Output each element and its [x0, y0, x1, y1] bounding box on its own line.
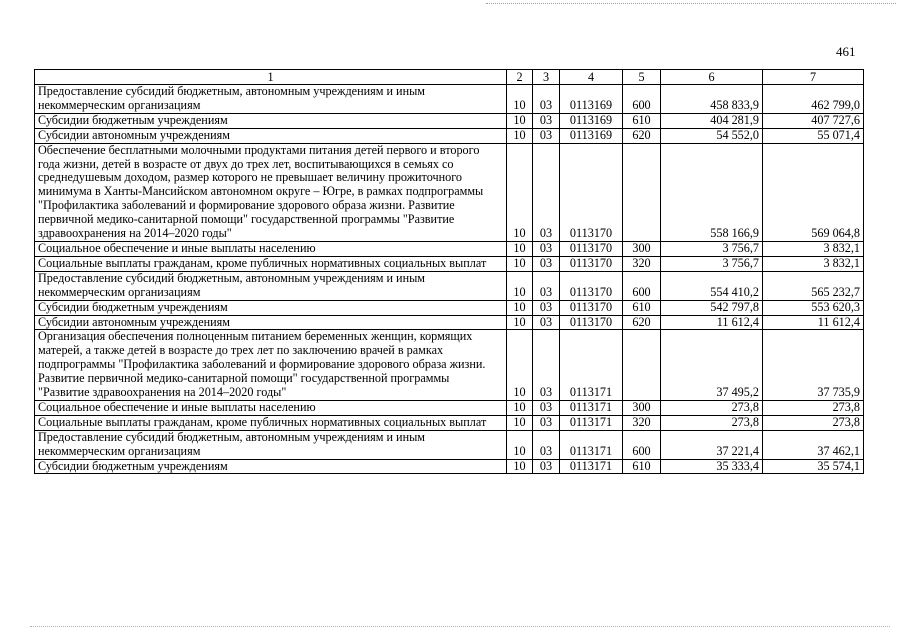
- amount-year-1: 554 410,2: [661, 271, 763, 300]
- amount-year-2: 3 832,1: [763, 256, 864, 271]
- amount-year-1: 3 756,7: [661, 256, 763, 271]
- subsection-code: 03: [533, 459, 560, 474]
- section-code: 10: [507, 113, 533, 128]
- target-article-code: 0113170: [560, 241, 623, 256]
- amount-year-1: 11 612,4: [661, 315, 763, 330]
- expense-type-code: 600: [623, 271, 661, 300]
- amount-year-2: 273,8: [763, 415, 864, 430]
- expense-type-code: 300: [623, 241, 661, 256]
- subsection-code: 03: [533, 256, 560, 271]
- target-article-code: 0113170: [560, 143, 623, 241]
- subsection-code: 03: [533, 300, 560, 315]
- table-row: [35, 330, 864, 401]
- column-header: 1: [35, 70, 507, 85]
- row-description: Субсидии бюджетным учреждениям: [35, 459, 507, 474]
- target-article-code: 0113171: [560, 430, 623, 459]
- subsection-code: 03: [533, 241, 560, 256]
- table-row: [35, 459, 864, 474]
- amount-year-2: 565 232,7: [763, 271, 864, 300]
- row-description: Субсидии автономным учреждениям: [35, 315, 507, 330]
- subsection-code: 03: [533, 85, 560, 114]
- section-code: 10: [507, 330, 533, 401]
- target-article-code: 0113169: [560, 113, 623, 128]
- section-code: 10: [507, 300, 533, 315]
- target-article-code: 0113170: [560, 271, 623, 300]
- amount-year-1: 458 833,9: [661, 85, 763, 114]
- scan-artifact-bottom: [30, 626, 890, 629]
- expense-type-code: 620: [623, 128, 661, 143]
- row-description: Субсидии автономным учреждениям: [35, 128, 507, 143]
- table-row: [35, 113, 864, 128]
- amount-year-2: 11 612,4: [763, 315, 864, 330]
- amount-year-1: 35 333,4: [661, 459, 763, 474]
- amount-year-1: 54 552,0: [661, 128, 763, 143]
- table-row: [35, 300, 864, 315]
- amount-year-2: 407 727,6: [763, 113, 864, 128]
- subsection-code: 03: [533, 271, 560, 300]
- row-description: Предоставление субсидий бюджетным, автономным учреждениям и иным некоммерческим организациям: [35, 85, 507, 114]
- amount-year-1: 542 797,8: [661, 300, 763, 315]
- expense-type-code: 620: [623, 315, 661, 330]
- table-row: [35, 256, 864, 271]
- column-header: 5: [623, 70, 661, 85]
- table-header-row: [35, 70, 864, 85]
- amount-year-2: 37 462,1: [763, 430, 864, 459]
- table-row: [35, 128, 864, 143]
- row-description: Социальное обеспечение и иные выплаты населению: [35, 241, 507, 256]
- row-description: Социальные выплаты гражданам, кроме публичных нормативных социальных выплат: [35, 256, 507, 271]
- target-article-code: 0113170: [560, 300, 623, 315]
- expense-type-code: 610: [623, 113, 661, 128]
- section-code: 10: [507, 128, 533, 143]
- expense-type-code: 600: [623, 85, 661, 114]
- expense-type-code: 300: [623, 400, 661, 415]
- expense-type-code: 600: [623, 430, 661, 459]
- amount-year-2: 37 735,9: [763, 330, 864, 401]
- section-code: 10: [507, 459, 533, 474]
- row-description: Социальное обеспечение и иные выплаты населению: [35, 400, 507, 415]
- target-article-code: 0113171: [560, 459, 623, 474]
- row-description: Организация обеспечения полноценным питанием беременных женщин, кормящих матерей, а также детей в возрасте до трех лет по заключению врачей в рамках подпрограммы "Профилактика заболеваний и формирование здорового образа жизни. Развитие первичной медико-санитарной помощи" государственной программы "Развитие здравоохранения на 2014–2020 годы": [35, 330, 507, 401]
- amount-year-2: 273,8: [763, 400, 864, 415]
- row-description: Обеспечение бесплатными молочными продуктами питания детей первого и второго года жизни, детей в возрасте от двух до трех лет, воспитывающихся в семьях со среднедушевым доходом, размер которого не превышает величину прожиточного минимума в Ханты-Мансийском автономном округе – Югре, в рамках подпрограммы "Профилактика заболеваний и формирование здорового образа жизни. Развитие первичной медико-санитарной помощи" государственной программы "Развитие здравоохранения на 2014–2020 годы": [35, 143, 507, 241]
- column-header: 6: [661, 70, 763, 85]
- amount-year-1: 37 221,4: [661, 430, 763, 459]
- target-article-code: 0113171: [560, 330, 623, 401]
- table-row: [35, 271, 864, 300]
- amount-year-2: 35 574,1: [763, 459, 864, 474]
- target-article-code: 0113169: [560, 128, 623, 143]
- budget-table: [34, 69, 864, 474]
- amount-year-1: 273,8: [661, 400, 763, 415]
- row-description: Субсидии бюджетным учреждениям: [35, 300, 507, 315]
- table-row: [35, 400, 864, 415]
- expense-type-code: 320: [623, 415, 661, 430]
- row-description: Социальные выплаты гражданам, кроме публичных нормативных социальных выплат: [35, 415, 507, 430]
- amount-year-2: 553 620,3: [763, 300, 864, 315]
- target-article-code: 0113170: [560, 256, 623, 271]
- column-header: 2: [507, 70, 533, 85]
- row-description: Субсидии бюджетным учреждениям: [35, 113, 507, 128]
- amount-year-1: 404 281,9: [661, 113, 763, 128]
- section-code: 10: [507, 241, 533, 256]
- expense-type-code: 610: [623, 459, 661, 474]
- section-code: 10: [507, 400, 533, 415]
- target-article-code: 0113170: [560, 315, 623, 330]
- amount-year-2: 55 071,4: [763, 128, 864, 143]
- subsection-code: 03: [533, 415, 560, 430]
- amount-year-1: 37 495,2: [661, 330, 763, 401]
- target-article-code: 0113169: [560, 85, 623, 114]
- row-description: Предоставление субсидий бюджетным, автономным учреждениям и иным некоммерческим организациям: [35, 271, 507, 300]
- section-code: 10: [507, 315, 533, 330]
- subsection-code: 03: [533, 400, 560, 415]
- amount-year-1: 558 166,9: [661, 143, 763, 241]
- amount-year-1: 3 756,7: [661, 241, 763, 256]
- expense-type-code: [623, 330, 661, 401]
- section-code: 10: [507, 85, 533, 114]
- subsection-code: 03: [533, 430, 560, 459]
- section-code: 10: [507, 256, 533, 271]
- section-code: 10: [507, 143, 533, 241]
- subsection-code: 03: [533, 113, 560, 128]
- section-code: 10: [507, 430, 533, 459]
- amount-year-2: 569 064,8: [763, 143, 864, 241]
- scan-artifact-top: [486, 3, 896, 6]
- table-row: [35, 430, 864, 459]
- expense-type-code: [623, 143, 661, 241]
- row-description: Предоставление субсидий бюджетным, автономным учреждениям и иным некоммерческим организациям: [35, 430, 507, 459]
- amount-year-2: 462 799,0: [763, 85, 864, 114]
- column-header: 3: [533, 70, 560, 85]
- section-code: 10: [507, 271, 533, 300]
- column-header: 4: [560, 70, 623, 85]
- table-row: [35, 241, 864, 256]
- target-article-code: 0113171: [560, 400, 623, 415]
- subsection-code: 03: [533, 330, 560, 401]
- table-row: [35, 143, 864, 241]
- expense-type-code: 320: [623, 256, 661, 271]
- subsection-code: 03: [533, 315, 560, 330]
- table-row: [35, 85, 864, 114]
- subsection-code: 03: [533, 143, 560, 241]
- table-row: [35, 415, 864, 430]
- expense-type-code: 610: [623, 300, 661, 315]
- amount-year-2: 3 832,1: [763, 241, 864, 256]
- section-code: 10: [507, 415, 533, 430]
- table-row: [35, 315, 864, 330]
- column-header: 7: [763, 70, 864, 85]
- subsection-code: 03: [533, 128, 560, 143]
- target-article-code: 0113171: [560, 415, 623, 430]
- amount-year-1: 273,8: [661, 415, 763, 430]
- page-number: 461: [836, 44, 856, 59]
